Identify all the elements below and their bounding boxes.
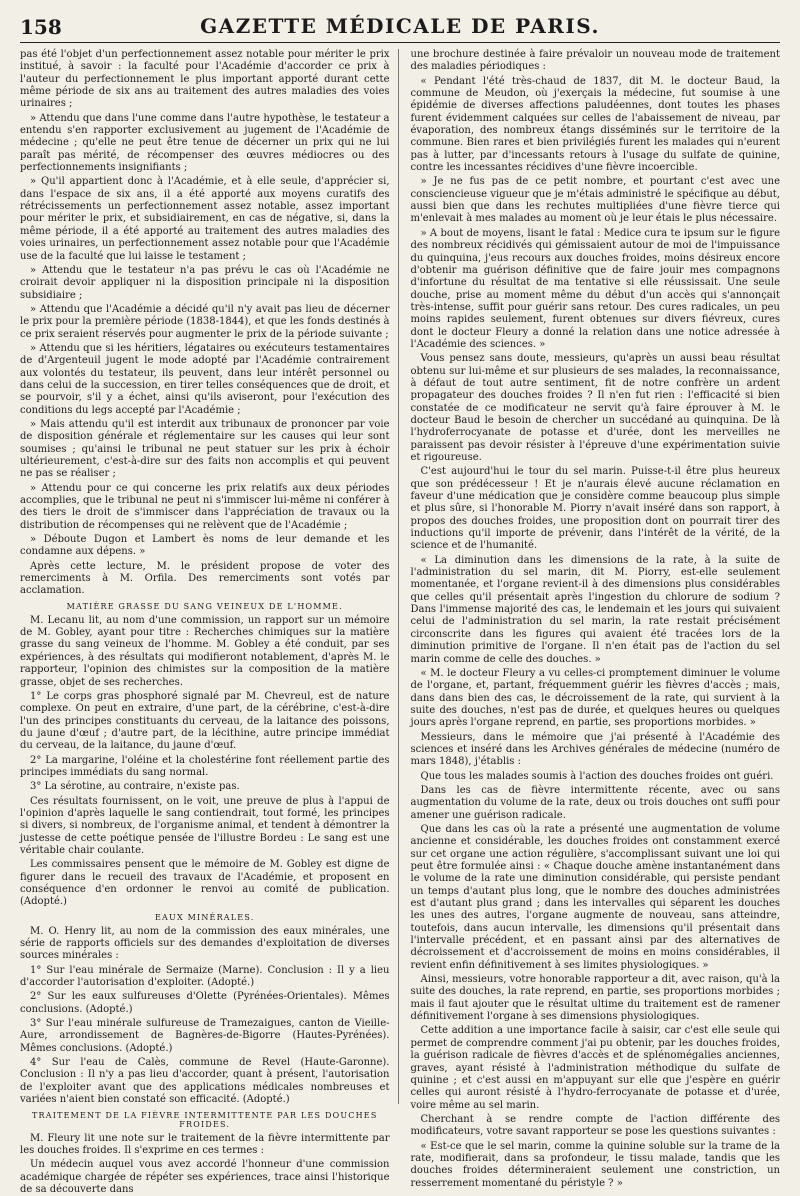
paragraph: » Je ne fus pas de ce petit nombre, et pourtant c'est avec une consciencieuse vigueur que je m'étais administré le spécifique au début, aussi bien que dans les rechutes multipliées d'une fièvre tierce qui m'enlevait à mes malades au moment où je leur étais le plus nécessaire. bbox=[410, 176, 780, 225]
section-heading: MATIÈRE GRASSE DU SANG VEINEUX DE L'HOMME. bbox=[66, 601, 343, 611]
left-column bbox=[20, 49, 399, 1195]
paragraph: 2° La margarine, l'oléine et la cholestérine font réellement partie des principes immédiats du sang normal. bbox=[20, 754, 390, 778]
paragraph: Vous pensez sans doute, messieurs, qu'après un aussi beau résultat obtenu sur lui-même et sur plusieurs de ses malades, la reconnaissance, à défaut de tout autre sentiment, fit de notre confrère un ardent propagateur des douches froides ? Il n'en fut rien : l'efficacité si bien constatée de ce modificateur ne servit qu'à faire éprouver à M. le docteur Baud le besoin de chercher un succédané au quinquina. De là l'hydroferrocyanate de potasse et d'urée, dont les merveilles ne paraissent pas devoir résister à l'épreuve d'une expérimentation suivie et rigoureuse. bbox=[410, 353, 780, 463]
paragraph: Les commissaires pensent que le mémoire de M. Gobley est digne de figurer dans le recueil des travaux de l'Académie, et proposent en conséquence d'en ordonner le renvoi au comité de publication. (Adopté.) bbox=[20, 859, 390, 908]
paragraph: Messieurs, dans le mémoire que j'ai présenté à l'Académie des sciences et inséré dans les Archives générales de médecine (numéro de mars 1848), j'établis : bbox=[410, 731, 780, 768]
paragraph: 4° Sur l'eau de Calès, commune de Revel (Haute-Garonne). Conclusion : Il n'y a pas lieu d'accorder, quant à présent, l'autorisation de l'exploiter avant que des applications médicales nombreuses et variées n'aient bien constaté son efficacité. (Adopté.) bbox=[20, 1057, 390, 1106]
paragraph: » A bout de moyens, lisant le fatal : Medice cura te ipsum sur le figure des nombreux récidivés qui gémissaient autour de moi de l'impuissance du quinquina, j'eus recours aux douches froides, moins désireux encore d'obtenir ma guérison définitive que de faire jouir mes compagnons d'infortune du résultat de ma tentative si elle réussissait. Une seule douche, prise au moment même du début d'un accès qui s'annonçait très-intense, suffit pour guérir sans retour. Des cures radicales, un peu moins rapides seulement, furent obtenues sur divers fiévreux, cures dont le docteur Fleury a donné la relation dans une notice adressée à l'Académie des sciences. » bbox=[410, 227, 780, 350]
paragraph: » Attendu que l'Académie a décidé qu'il n'y avait pas lieu de décerner le prix pour la première période (1838-1844), et que les fonds destinés à ce prix seraient réservés pour augmenter le prix de la période suivante ; bbox=[20, 303, 390, 340]
paragraph: » Attendu que dans l'une comme dans l'autre hypothèse, le testateur a entendu s'en rapporter exclusivement au jugement de l'Académie de médecine ; qu'elle ne peut être tenue de décerner un prix qui ne lui paraît pas mérité, de récompenser des œuvres médiocres ou des perfectionnements insignifiants ; bbox=[20, 112, 390, 174]
paragraph: Un médecin auquel vous avez accordé l'honneur d'une commission académique chargée de répéter ses expériences, trace ainsi l'historique de sa découverte dans bbox=[20, 1159, 390, 1195]
paragraph: « Pendant l'été très-chaud de 1837, dit M. le docteur Baud, la commune de Meudon, où j'exerçais la médecine, fut soumise à une épidémie de diverses affections paludéennes, dont toutes les phases furent évidemment calquées sur celles de l'abaissement de niveau, par évaporation, des nombreux étangs disséminés sur le territoire de la commune. Bien rares et bien privilégiés furent les malades qui n'eurent pas à lutter, par d'incessants retours à l'usage du sulfate de quinine, contre les incessantes récidives d'une fièvre incoercible. bbox=[410, 75, 780, 174]
paragraph: M. O. Henry lit, au nom de la commission des eaux minérales, une série de rapports officiels sur des demandes d'exploitation de diverses sources minérales : bbox=[20, 925, 390, 962]
paragraph: « M. le docteur Fleury a vu celles-ci promptement diminuer le volume de l'organe, et, partant, fréquemment guérir les fièvres d'accès ; mais, dans dans bien des cas, le décroissement de la rate, qui survient à la suite des douches, n'est pas de durée, et quelques heures ou quelques jours après l'organe reprend, en partie, ses proportions morbides. » bbox=[410, 667, 780, 729]
page-number: 158 bbox=[20, 15, 62, 39]
paragraph: Que dans les cas où la rate a présenté une augmentation de volume ancienne et considérable, les douches froides ont constamment exercé sur cet organe une action régulière, s'accomplissant suivant une loi qui peut être formulée ainsi : « Chaque douche amène instantanément dans le volume de la rate une diminution considérable, qui persiste pendant un temps d'autant plus long, que le nombre des douches administrées est d'autant plus grand ; dans les intervalles qui séparent les douches les unes des autres, l'organe augmente de nouveau, sans atteindre, toutefois, dans aucun intervalle, les dimensions qu'il présentait dans l'intervalle précédent, et en passant ainsi par des alternatives de décroissement et d'accroissement de moins en moins considérables, il revient enfin définitivement à ses limites physiologiques. » bbox=[410, 823, 780, 971]
paragraph: 1° Le corps gras phosphoré signalé par M. Chevreul, est de nature complexe. On peut en extraire, d'une part, de la cérébrine, c'est-à-dire l'un des principes constituants du cerveau, de la laitance des poissons, du jaune d'œuf ; d'autre part, de la lécithine, autre principe immédiat du cerveau, de la laitance, du jaune d'œuf. bbox=[20, 690, 390, 752]
paragraph: » Attendu que le testateur n'a pas prévu le cas où l'Académie ne croirait devoir appliquer ni la disposition principale ni la disposition subsidiaire ; bbox=[20, 264, 390, 301]
right-column bbox=[409, 49, 781, 1189]
paragraph: 3° La sérotine, au contraire, n'existe pas. bbox=[30, 781, 240, 793]
paragraph: pas été l'objet d'un perfectionnement assez notable pour mériter le prix institué, à savoir : la faculté pour l'Académie d'accorder ce prix à l'auteur du perfectionnement le plus important apporté durant cette même période de six ans au traitement des autres maladies des voies urinaires ; bbox=[20, 49, 390, 110]
paragraph: M. Lecanu lit, au nom d'une commission, un rapport sur un mémoire de M. Gobley, ayant pour titre : Recherches chimiques sur la matière grasse du sang veineux de l'homme. M. Gobley a été conduit, par ses expériences, à des résultats qui modifieront notablement, d'après M. le rapporteur, l'opinion des chimistes sur la composition de la matière grasse, objet de ses recherches. bbox=[20, 614, 390, 688]
paragraph: 3° Sur l'eau minérale sulfureuse de Tramezaigues, canton de Vieille-Aure, arrondissement de Bagnères-de-Bigorre (Hautes-Pyrénées). Mêmes conclusions. (Adopté.) bbox=[20, 1018, 390, 1054]
text-columns bbox=[20, 49, 780, 1195]
section-heading: EAUX MINÉRALES. bbox=[155, 912, 255, 922]
masthead-title: GAZETTE MÉDICALE DE PARIS. bbox=[200, 14, 600, 38]
paragraph: « La diminution dans les dimensions de la rate, à la suite de l'administration du sel marin, dit M. Piorry, est-elle seulement momentanée, et l'organe revient-il à des dimensions plus considérables que celles qu'il présentait après l'ingestion du chlorure de sodium ? Dans l'immense majorité des cas, le lendemain et les jours qui suivaient celui de l'administration du sel marin, la rate restait précisément circonscrite dans les figures qui avaient été tracées lors de la diminution primitive de l'organe. Il n'en était pas de l'action du sel marin comme de celle des douches. » bbox=[410, 554, 780, 665]
paragraph: » Attendu pour ce qui concerne les prix relatifs aux deux périodes accomplies, que le tribunal ne peut ni s'immiscer lui-même ni conférer à des tiers le droit de s'immiscer dans l'appréciation de travaux ou la distribution de récompenses qui ne relèvent que de l'Académie ; bbox=[20, 482, 390, 531]
paragraph: Dans les cas de fièvre intermittente récente, avec ou sans augmentation du volume de la rate, deux ou trois douches ont suffi pour amener une guérison radicale. bbox=[410, 784, 780, 821]
paragraph: Ainsi, messieurs, votre honorable rapporteur a dit, avec raison, qu'à la suite des douches, la rate reprend, en partie, ses proportions morbides ; mais il faut ajouter que le résultat ultime du traitement est de ramener définitivement l'organe à ses dimensions physiologiques. bbox=[410, 974, 780, 1023]
paragraph: 2° Sur les eaux sulfureuses d'Olette (Pyrénées-Orientales). Mêmes conclusions. (Adopté.) bbox=[20, 991, 390, 1015]
paragraph: une brochure destinée à faire prévaloir un nouveau mode de traitement des maladies périodiques : bbox=[410, 49, 780, 73]
page-header bbox=[20, 14, 780, 43]
paragraph: Cherchant à se rendre compte de l'action différente des modificateurs, votre savant rapporteur se pose les questions suivantes : bbox=[410, 1113, 780, 1138]
paragraph: 1° Sur l'eau minérale de Sermaize (Marne). Conclusion : Il y a lieu d'accorder l'autorisation d'exploiter. (Adopté.) bbox=[20, 964, 390, 989]
paragraph: » Attendu que si les héritiers, légataires ou exécuteurs testamentaires de d'Argenteuil jugent le mode adopté par l'Académie contrairement aux volontés du testateur, ils peuvent, dans leur intérêt personnel ou dans celui de la succession, en tirer telles conséquences que de droit, et se pourvoir, s'il y a échet, ainsi qu'ils aviseront, pour l'exécution des conditions du legs accepté par l'Académie ; bbox=[20, 342, 390, 416]
paragraph: Après cette lecture, M. le président propose de voter des remerciments à M. Orfila. Des remerciments sont votés par acclamation. bbox=[20, 560, 390, 597]
paragraph: Que tous les malades soumis à l'action des douches froides ont guéri. bbox=[420, 770, 774, 782]
paragraph: C'est aujourd'hui le tour du sel marin. Puisse-t-il être plus heureux que son prédécesseur ! Et je n'aurais élevé aucune réclamation en faveur d'une médication que je considère comme beaucoup plus simple et plus sûre, si l'honorable M. Piorry n'avait inséré dans son rapport, à propos des douches froides, une proposition dont on pourrait tirer des inductions qu'il importe de prévenir, dans l'intérêt de la vérité, de la science et de l'humanité. bbox=[410, 466, 780, 552]
paragraph: Cette addition a une importance facile à saisir, car c'est elle seule qui permet de comprendre comment j'ai pu obtenir, par les douches froides, la guérison radicale de fièvres d'accès et de splénomégalies anciennes, graves, ayant résisté à l'administration méthodique du sulfate de quinine ; et c'est aussi en m'appuyant sur elle que j'espère en guérir celles qui auront résisté à l'hydro-ferrocyanate de potasse et d'urée, voire même au sel marin. bbox=[410, 1025, 780, 1111]
paragraph: « Est-ce que le sel marin, comme la quinine soluble sur la trame de la rate, modifierait, dans sa profondeur, le tissu malade, tandis que les douches froides détermineraient seulement une constriction, un resserrement momentané du péristyle ? » bbox=[410, 1140, 780, 1189]
paragraph: M. Fleury lit une note sur le traitement de la fièvre intermittente par les douches froides. Il s'exprime en ces termes : bbox=[20, 1132, 390, 1156]
paragraph: » Mais attendu qu'il est interdit aux tribunaux de prononcer par voie de disposition générale et réglementaire sur les causes qui leur sont soumises ; qu'ainsi le tribunal ne peut statuer sur les prix à échoir ultérieurement, c'est-à-dire sur des faits non accomplis et qui peuvent ne pas se réaliser ; bbox=[20, 418, 390, 480]
paragraph: » Déboute Dugon et Lambert ès noms de leur demande et les condamne aux dépens. » bbox=[20, 534, 390, 558]
paragraph: Ces résultats fournissent, on le voit, une preuve de plus à l'appui de l'opinion d'après laquelle le sang contiendrait, tout formé, les principes si divers, si nombreux, de l'organisme animal, et tendent à démontrer la justesse de cette poétique pensée de l'illustre Bordeu : Le sang est une véritable chair coulante. bbox=[20, 795, 390, 856]
section-heading: TRAITEMENT DE LA FIÈVRE INTERMITTENTE PAR LES DOUCHES FROIDES. bbox=[31, 1110, 378, 1129]
paragraph: » Qu'il appartient donc à l'Académie, et à elle seule, d'apprécier si, dans l'espace de six ans, il a été apporté aux moyens curatifs des rétrécissements un perfectionnement assez notable, assez important pour mériter le prix, et subsidiairement, en cas de négative, si, dans la même période, il a été apporté au traitement des autres maladies des voies urinaires, un perfectionnement assez notable pour que l'Académie use de la faculté que lui laisse le testament ; bbox=[20, 176, 390, 262]
